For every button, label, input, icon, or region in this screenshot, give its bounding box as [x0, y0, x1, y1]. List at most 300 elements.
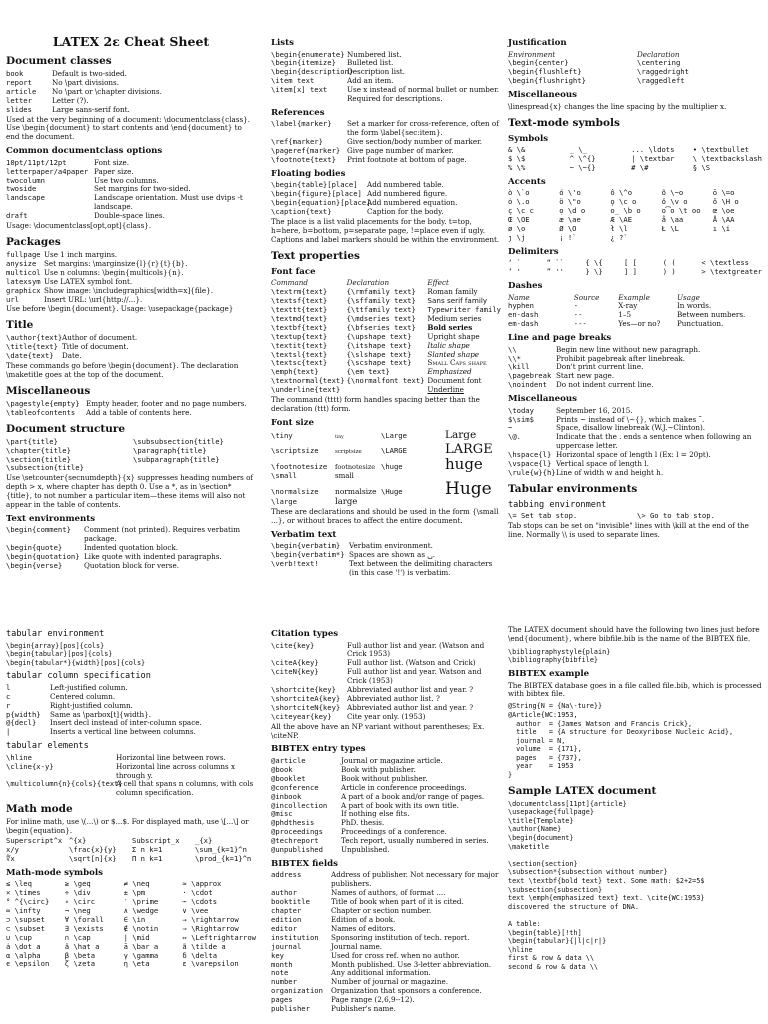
- entry-desc: Start new page.: [556, 371, 615, 381]
- grid-cell: Π n k=1: [132, 853, 163, 863]
- entry-key: \pagebreak: [508, 371, 552, 381]
- section-heading: Floating bodies: [271, 168, 346, 179]
- grid-cell: \subsubsection{title}: [133, 436, 224, 446]
- entry-desc: Book with publisher.: [341, 764, 416, 774]
- entry-key: \\: [508, 344, 517, 354]
- fontsize-cell: tiny: [335, 435, 344, 441]
- linespread-note: \linespread{x} changes the line spacing by the multiplier x.: [508, 101, 727, 111]
- entry-row: [271, 934, 501, 943]
- entry-key: @proceedings: [271, 827, 323, 837]
- entry-desc: Inserts a vertical line between columns.: [50, 727, 196, 737]
- grid-cell: # \#: [631, 162, 649, 172]
- grid-cell: ∘ \circ: [64, 897, 96, 907]
- entry-desc: Add an item.: [347, 76, 394, 86]
- entry-key: \multicolumn{n}{cols}{text}: [6, 779, 123, 789]
- code-line: author = {James Watson and Francis Crick},: [508, 719, 693, 728]
- section-heading: Sample LATEX document: [508, 784, 657, 797]
- code-line: \begin{tabular}[pos]{cols}: [6, 650, 113, 659]
- table-cell: \textit{text}: [271, 340, 328, 350]
- section-heading: Dashes: [508, 281, 543, 291]
- section-heading: Delimiters: [508, 246, 559, 257]
- fontsize-note: These are declarations and should be used in the form {\small ...}, or without braces to affect the entire document.: [271, 507, 499, 525]
- fontsize-table: [271, 430, 501, 507]
- entry-key: @inbook: [271, 791, 302, 801]
- entry-row: [271, 208, 501, 217]
- entry-desc: Add a table of contents here.: [86, 407, 192, 417]
- entry-row: [271, 846, 501, 855]
- entry-key: author: [271, 888, 297, 898]
- grid-cell: Superscript^x: [6, 836, 63, 846]
- grid-cell: ∧ \wedge: [123, 906, 159, 915]
- entry-desc: Publisher's name.: [331, 1004, 396, 1014]
- section-heading: Miscellaneous: [6, 384, 91, 397]
- table-header-cell: Usage: [676, 292, 700, 302]
- grid-cell: γ \gamma: [123, 950, 159, 960]
- textenv-list: [6, 526, 256, 571]
- grid-cell: Æ \AE: [610, 214, 633, 224]
- grid-cell: ā \bar a: [123, 941, 159, 951]
- table-cell: Italic shape: [427, 340, 470, 350]
- table-cell: Small Caps shape: [427, 358, 487, 368]
- section-heading: Math mode: [6, 803, 73, 816]
- table-cell: In words.: [676, 301, 712, 311]
- entry-desc: Use 1 inch margins.: [44, 250, 118, 259]
- section-heading: Packages: [6, 236, 61, 248]
- grid-cell: ı \i: [712, 223, 731, 233]
- grid-cell: ÷ \div: [64, 888, 91, 898]
- grid-cell: ¿ ?`: [610, 232, 628, 242]
- grid-cell: Ł \L: [661, 223, 679, 233]
- code-line: text \textbf{bold text} text. Some math: $2+2=5$: [508, 877, 705, 885]
- justification-table: [508, 51, 762, 87]
- grid-cell: ȷ \j: [508, 232, 526, 242]
- entry-desc: Proceedings of a conference.: [341, 827, 447, 837]
- grid-cell: æ \ae: [559, 214, 581, 224]
- grid-cell: ′ \prime: [123, 897, 159, 907]
- entry-row: [271, 120, 501, 138]
- entry-key: \hline: [6, 752, 32, 762]
- table-cell: \textsf{text}: [271, 296, 328, 306]
- title-list: [6, 334, 256, 361]
- table-header-cell: Environment: [508, 49, 556, 59]
- entry-row: [6, 780, 256, 798]
- entry-desc: Large sans-serif font.: [52, 104, 130, 114]
- accents-grid: [508, 189, 762, 242]
- entry-key: \begin{quotation}: [6, 552, 80, 562]
- entry-row: [508, 381, 762, 390]
- entry-row: [508, 469, 762, 478]
- entry-key: \citeyear{key}: [271, 711, 332, 721]
- entry-key: \author{text}: [6, 333, 63, 343]
- entry-key: journal: [271, 941, 302, 951]
- entry-key: l: [6, 682, 11, 692]
- column-1: [6, 32, 256, 592]
- section-heading: BIBTEX fields: [271, 858, 338, 869]
- entry-key: twoside: [6, 184, 37, 194]
- grid-cell: ł \l: [610, 223, 628, 233]
- entry-key: note: [271, 968, 289, 978]
- entry-key: \item[x] text: [271, 85, 328, 95]
- section-heading: Justification: [508, 38, 567, 48]
- grid-cell: ȯ \.o: [508, 197, 530, 207]
- grid-cell: % \%: [508, 162, 526, 172]
- section-heading: Title: [6, 319, 34, 332]
- entry-key: \ref{marker}: [271, 137, 323, 147]
- grid-cell: § \S: [692, 162, 711, 172]
- column-2: [271, 34, 501, 594]
- entry-key: key: [271, 950, 284, 960]
- entry-desc: Tech report, usually numbered in series.: [341, 836, 489, 846]
- entry-key: letter: [6, 95, 32, 105]
- entry-key: \vspace{l}: [508, 459, 552, 469]
- entry-desc: Use x instead of normal bullet or number. Required for descriptions.: [347, 85, 500, 104]
- table-cell: ---: [573, 319, 587, 329]
- grid-cell: \prod_{k=1}^n: [195, 853, 252, 863]
- section-heading: Common documentclass options: [6, 146, 163, 157]
- floats-note: The place is a list valid placements for the body. t=top, h=here, b=bottom, p=separate page, !=place even if ugly. Captions and label markers should be within the environment.: [271, 217, 500, 244]
- grid-cell: ∃ \exists: [64, 923, 104, 933]
- entry-key: \begin{description}: [271, 67, 354, 77]
- code-line: @Article{WC:1953,: [508, 710, 578, 719]
- entry-key: graphicx: [6, 285, 41, 295]
- table-header-cell: Declaration: [346, 278, 390, 288]
- delimiters-grid: [508, 259, 762, 277]
- packages-usage: Use before \begin{document}. Usage: \usepackage{package}: [6, 304, 234, 314]
- grid-cell: ≤ \leq: [6, 879, 32, 889]
- fontsize-cell: LARGE: [445, 442, 493, 458]
- table-cell: Medium series: [427, 313, 482, 323]
- table-cell: {\upshape text}: [346, 331, 412, 341]
- grid-cell: ( (: [662, 258, 676, 268]
- section-heading: Font face: [271, 266, 316, 277]
- entry-key: chapter: [271, 906, 302, 916]
- title-note: These commands go before \begin{document}. The declaration \maketitle goes at the top of the document.: [6, 361, 239, 379]
- entry-desc: Numbered list.: [347, 49, 402, 59]
- entry-desc: Landscape orientation. Must use dvips -t landscape.: [94, 193, 243, 212]
- fontsize-cell: \large: [271, 497, 297, 507]
- grid-cell: δ \delta: [182, 950, 218, 960]
- entry-desc: Full author list and year. (Watson and Crick 1953): [347, 640, 485, 659]
- table-cell: hyphen: [508, 301, 534, 311]
- entry-desc: Set a marker for cross-reference, often of the form \label{sec:item}.: [347, 119, 499, 138]
- grid-cell: ” '': [546, 267, 564, 277]
- grid-cell: o̲ \b o: [610, 206, 641, 216]
- table-cell: Typewriter family: [427, 305, 501, 315]
- grid-cell: Subscript_x: [132, 836, 180, 846]
- bib-example-note: The BIBTEX database goes in a file called file.bib, which is processed with bibtex file.: [508, 680, 762, 699]
- code-line: pages = {737},: [508, 753, 582, 762]
- entry-key: \citeA{key}: [271, 658, 319, 668]
- grid-cell: ¬ \neg: [64, 906, 91, 915]
- entry-row: [6, 70, 256, 79]
- entry-key: \tableofcontents: [6, 407, 76, 417]
- grid-cell: ’ ': [508, 267, 521, 277]
- code-line: \begin{array}[pos]{cols}: [6, 641, 105, 650]
- docclass-note: Used at the very beginning of a document: \documentclass{class}. Use \begin{document} to start contents and \end{document} to end the document.: [6, 114, 251, 142]
- entry-desc: Cite year only. (1953): [347, 711, 426, 721]
- tabbing-grid: [508, 512, 762, 521]
- grid-cell: > \textgreater: [701, 267, 762, 277]
- entries-list: [271, 757, 501, 855]
- fontface-table: [271, 279, 501, 395]
- section-heading: Text properties: [271, 249, 360, 262]
- code-line: journal = N,: [508, 736, 566, 745]
- docclass-list: [6, 70, 256, 115]
- grid-cell: o͡o \t oo: [661, 206, 701, 216]
- section-heading: tabular column specification: [6, 671, 151, 682]
- entry-desc: Title of book when part of it is cited.: [331, 897, 464, 907]
- entry-desc: Names of editors.: [331, 923, 396, 933]
- fontsize-cell: \scriptsize: [271, 446, 319, 456]
- entry-row: [271, 871, 501, 889]
- structure-grid: [6, 438, 256, 474]
- grid-cell: × \times: [6, 888, 41, 898]
- table-cell: \raggedright: [637, 67, 689, 77]
- entry-key: r: [6, 700, 11, 710]
- entry-desc: Page range (2,6,9--12).: [331, 995, 415, 1005]
- code-line: \title{Template}: [508, 816, 574, 825]
- entry-desc: Organization that sponsors a conference.: [331, 986, 482, 996]
- table-cell: {\rmfamily text}: [346, 287, 416, 297]
- section-heading: Miscellaneous: [508, 90, 577, 101]
- entry-desc: Names of authors, of format ....: [331, 888, 446, 898]
- entry-row: [6, 296, 256, 305]
- table-cell: \texttt{text}: [271, 305, 328, 315]
- entry-key: \item text: [271, 76, 315, 86]
- breaks-list: [508, 346, 762, 391]
- section-heading: Line and page breaks: [508, 333, 612, 344]
- entry-desc: Full author list and year. Watson and Crick (1953): [347, 667, 482, 686]
- entry-key: slides: [6, 104, 32, 114]
- code-line: volume = {171},: [508, 745, 582, 754]
- colspec-list: [6, 684, 256, 737]
- grid-cell: ō \=o: [712, 188, 735, 198]
- section-heading: Miscellaneous: [508, 394, 577, 405]
- grid-cell: ^{x}: [69, 836, 87, 846]
- grid-cell: & \&: [508, 145, 526, 155]
- table-cell: {\itshape text}: [346, 340, 412, 350]
- entry-key: url: [6, 294, 19, 304]
- entry-desc: Journal or magazine article.: [341, 755, 443, 765]
- entry-key: p{width}: [6, 709, 41, 719]
- code-line: \maketitle: [508, 842, 549, 851]
- section-heading: Font size: [271, 417, 315, 428]
- entry-desc: Print footnote at bottom of page.: [347, 155, 467, 165]
- entry-key: 10pt/11pt/12pt: [6, 157, 67, 167]
- entry-desc: Prohibit pagebreak after linebreak.: [556, 353, 686, 363]
- entry-desc: No \part divisions.: [52, 77, 119, 87]
- entry-key: \pageref{marker}: [271, 146, 341, 156]
- table-cell: Emphasized: [427, 367, 472, 377]
- grid-cell: ô \^o: [610, 188, 633, 198]
- code-line: \hline: [508, 945, 533, 954]
- grid-cell: \paragraph{title}: [133, 445, 207, 455]
- entry-row: [271, 560, 501, 578]
- entry-desc: Book without publisher.: [341, 773, 428, 783]
- grid-cell: \subparagraph{title}: [133, 454, 220, 464]
- table-cell: Between numbers.: [676, 310, 746, 320]
- grid-cell: \ \textbackslash: [692, 153, 762, 163]
- grid-cell: x/y: [6, 844, 19, 854]
- entry-key: \verb!text!: [271, 559, 319, 569]
- options-list: [6, 159, 256, 221]
- dashes-table: [508, 294, 762, 330]
- table-cell: \underline{text}: [271, 385, 341, 395]
- entry-row: [271, 713, 501, 722]
- grid-cell: → \rightarrow: [182, 914, 239, 924]
- entry-desc: No \part or \chapter divisions.: [52, 86, 162, 96]
- section-heading: Lists: [271, 38, 294, 48]
- entry-key: \title{text}: [6, 342, 58, 352]
- grid-cell: _{x}: [195, 836, 213, 846]
- entry-key: ~: [508, 423, 513, 433]
- grid-cell: \sqrt[n]{x}: [69, 853, 117, 863]
- fontsize-cell: \Huge: [381, 487, 403, 497]
- grid-cell: [662, 234, 711, 243]
- section-heading: tabular elements: [6, 741, 89, 752]
- page-title: LATEX 2ε Cheat Sheet: [52, 34, 210, 49]
- grid-cell: | \mid: [123, 932, 150, 942]
- column-c: [508, 625, 764, 1021]
- math-grid: [6, 837, 256, 864]
- entry-row: [271, 668, 501, 686]
- table-cell: \textrm{text}: [271, 287, 328, 297]
- grid-cell: } \}: [585, 267, 603, 277]
- entry-desc: Empty header, footer and no page numbers.: [86, 398, 247, 408]
- code-line: title = {A structure for Deoxyribose Nucleic Acid},: [508, 728, 734, 737]
- table-cell: Document font: [427, 376, 482, 386]
- structure-note: Use \setcounter{secnumdepth}{x} suppresses heading numbers of depth > x, where chapter has depth 0. Use a *, as in \section*{title}, to not number a particular item—these items will also not appear in the table of contents.: [6, 473, 254, 510]
- entry-row: [6, 88, 256, 97]
- entry-key: \cite{key}: [271, 640, 315, 650]
- grid-cell: â \hat a: [64, 941, 100, 951]
- table-cell: \textmd{text}: [271, 313, 328, 323]
- table-cell: Yes—or no?: [618, 319, 661, 329]
- entry-desc: Description list.: [347, 67, 405, 77]
- table-cell: Roman family: [427, 287, 478, 297]
- entry-key: draft: [6, 211, 28, 221]
- entry-key: \label{marker}: [271, 119, 332, 129]
- grid-cell: $ \$: [508, 153, 526, 163]
- entry-key: book: [6, 69, 24, 78]
- grid-cell: ⇒ \Rightarrow: [182, 923, 239, 933]
- entry-key: @unpublished: [271, 845, 323, 855]
- entry-key: anysize: [6, 258, 37, 268]
- entry-key: @{decl}: [6, 718, 37, 728]
- entry-key: \caption{text}: [271, 207, 332, 217]
- code-line: \begin{table}[!th]: [508, 928, 582, 937]
- entry-key: \shortciteN{key}: [271, 702, 341, 712]
- entry-desc: Abbreviated author list and year. ?: [347, 702, 474, 712]
- entry-desc: Use n columns: \begin{multicols}{n}.: [44, 267, 184, 277]
- entry-key: \hspace{l}: [508, 450, 552, 460]
- entry-desc: Any additional information.: [331, 968, 431, 978]
- entry-key: number: [271, 977, 297, 987]
- entry-key: \kill: [508, 362, 530, 372]
- entry-desc: Use LATEX symbol font.: [44, 276, 133, 286]
- grid-cell: \section{title}: [6, 454, 71, 464]
- entry-key: letterpaper/a4paper: [6, 166, 89, 176]
- section-heading: Accents: [508, 176, 546, 187]
- grid-cell: ç \c c: [508, 206, 534, 216]
- entry-row: [271, 642, 501, 660]
- entry-desc: Unpublished.: [341, 845, 390, 855]
- fontsize-cell: \LARGE: [381, 446, 407, 456]
- entry-desc: PhD. thesis.: [341, 818, 385, 828]
- entry-desc: Title of document.: [62, 342, 129, 352]
- grid-cell: ǒ \v o: [661, 197, 688, 207]
- table-cell: \textup{text}: [271, 331, 328, 341]
- fontsize-cell: large: [335, 497, 358, 508]
- grid-cell: ő \H o: [712, 197, 739, 207]
- entry-desc: Abbreviated author list. ?: [347, 693, 440, 703]
- table-cell: Sans serif family: [427, 296, 488, 306]
- entry-key: edition: [271, 914, 302, 924]
- table-cell: \textbf{text}: [271, 322, 328, 332]
- table-cell: --: [573, 310, 583, 320]
- bib-code: [508, 648, 764, 665]
- grid-cell: ϵ \epsilon: [6, 959, 50, 969]
- entry-key: publisher: [271, 1004, 310, 1014]
- citation-list: [271, 642, 501, 722]
- fontsize-cell: \tiny: [271, 431, 293, 441]
- entry-desc: Bulleted list.: [347, 58, 394, 68]
- table-cell: \emph{text}: [271, 367, 319, 377]
- section-heading: References: [271, 107, 325, 118]
- grid-cell: ⇔ \Leftrightarrow: [182, 932, 256, 942]
- entry-desc: Add numbered figure.: [367, 189, 448, 199]
- entry-key: landscape: [6, 193, 45, 203]
- grid-cell: ó \'o: [559, 188, 581, 198]
- fontsize-cell: huge: [445, 455, 483, 474]
- grid-cell: η \eta: [123, 959, 150, 969]
- section-heading: tabbing environment: [508, 499, 607, 510]
- grid-cell: [ [: [624, 258, 638, 268]
- entry-desc: Right-justified column.: [50, 700, 133, 710]
- grid-cell: ¡ !`: [559, 232, 577, 242]
- table-header-cell: Declaration: [637, 49, 680, 59]
- entry-desc: Centered column.: [50, 691, 116, 701]
- fontsize-cell: \footnotesize: [271, 462, 328, 472]
- math-note: For inline math, use \(...\) or $...$. For displayed math, use \[...\] or \begin{equation}.: [6, 817, 249, 836]
- entry-key: \shortcite{key}: [271, 685, 336, 695]
- table-cell: {\em text}: [346, 367, 390, 377]
- entry-key: $\sim$: [508, 414, 534, 424]
- grid-cell: ∜x: [6, 853, 15, 863]
- fontsize-cell: Large: [445, 429, 477, 442]
- grid-cell: ∪ \cup: [6, 932, 32, 942]
- grid-cell: ⊃ \supset: [6, 914, 45, 924]
- grid-cell: ⋯ \cdots: [182, 897, 218, 907]
- fontface-note: The command (tttt) form handles spacing better than the declaration (ttt) form.: [271, 395, 480, 413]
- section-heading: Tabular environments: [508, 482, 638, 495]
- code-line: [508, 851, 764, 860]
- table-header-cell: Effect: [427, 278, 449, 288]
- code-line: second & row & data \\: [508, 962, 599, 971]
- entry-desc: Month published. Use 3-letter abbreviation.: [331, 959, 492, 969]
- table-header-cell: Example: [618, 292, 650, 302]
- entry-key: month: [271, 959, 293, 969]
- grid-cell: ọ \d o: [559, 206, 586, 216]
- entry-key: c: [6, 691, 11, 701]
- citation-note: All the above have an NP variant without parentheses; Ex. \citeNP.: [271, 721, 485, 740]
- entry-key: \date{text}: [6, 351, 54, 361]
- entry-row: [6, 106, 256, 115]
- code-line: discovered the structure of DNA.: [508, 902, 639, 911]
- entry-desc: Give section/body number of marker.: [347, 137, 483, 147]
- section-heading: Text environments: [6, 513, 96, 524]
- entry-key: |: [6, 727, 11, 737]
